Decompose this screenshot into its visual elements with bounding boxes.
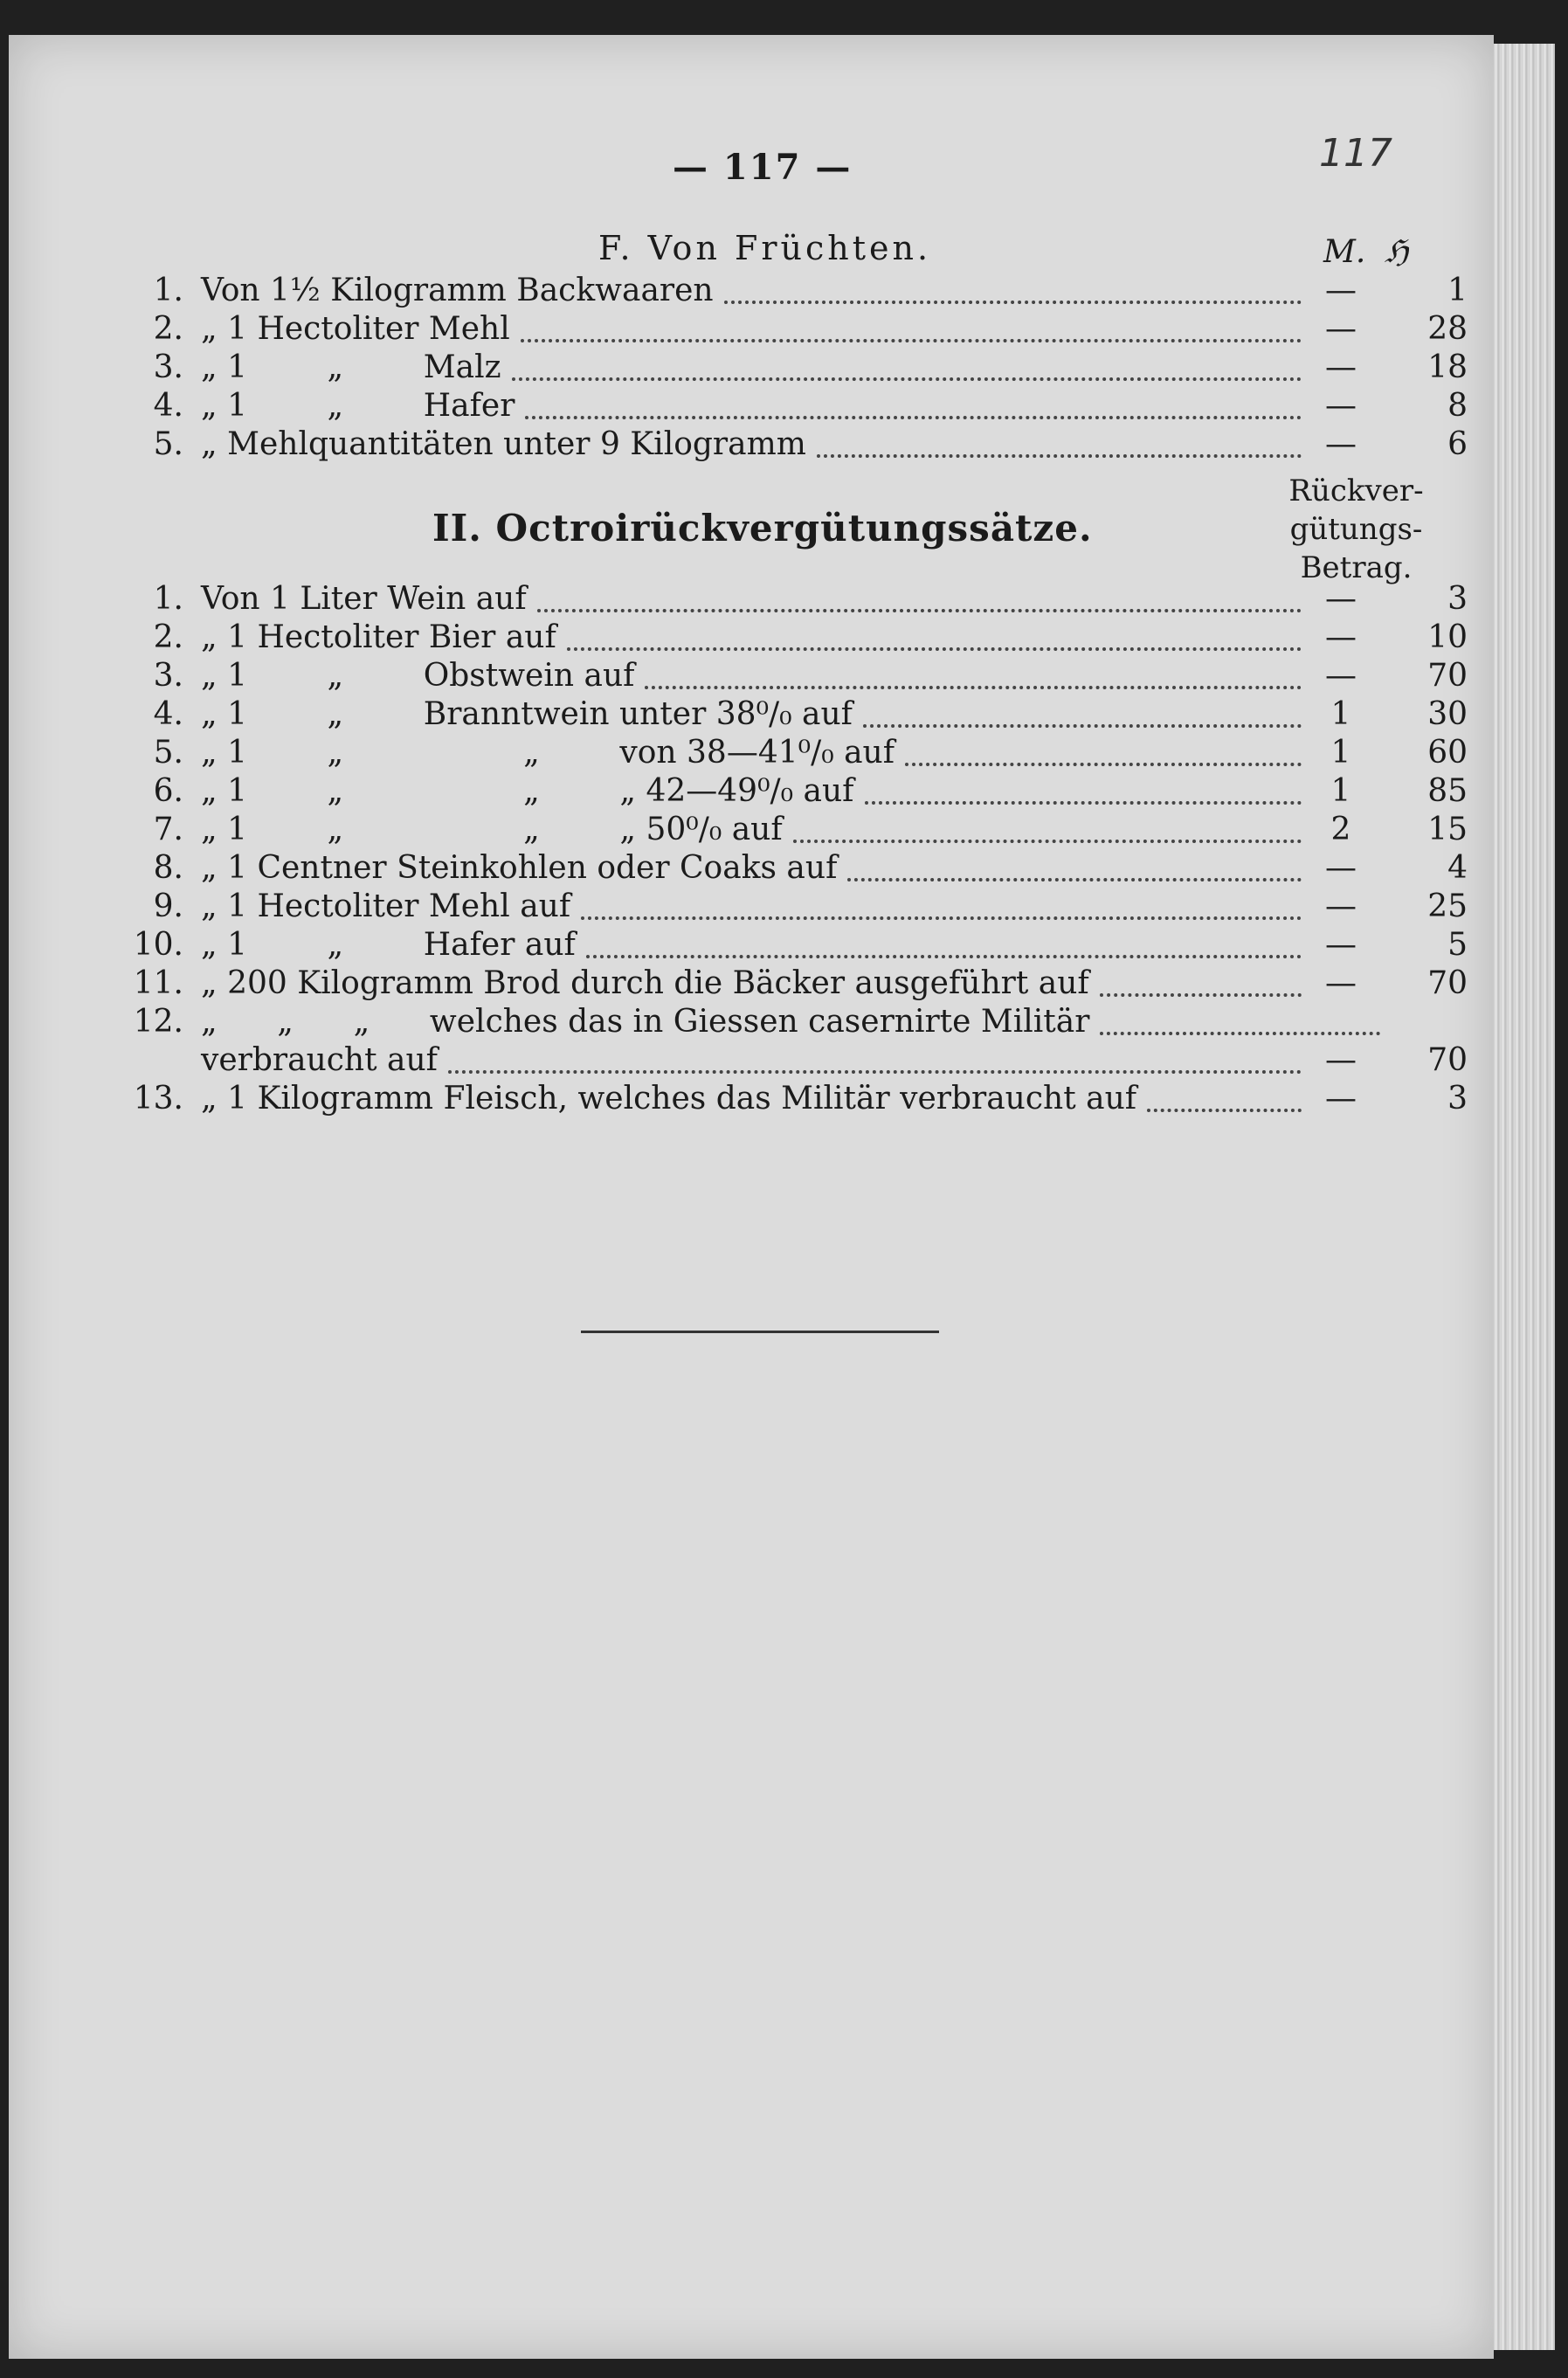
row-mark-value: 1 bbox=[1330, 696, 1351, 732]
row-mark-value: — bbox=[1325, 888, 1357, 924]
col-mark-pf: ℌ bbox=[1385, 234, 1409, 270]
row-description: „ „ „ welches das in Giessen casernirte Militär bbox=[201, 1004, 1090, 1040]
row-description: „ 1 Hectoliter Mehl auf bbox=[201, 888, 571, 924]
row-mark-value: — bbox=[1325, 349, 1357, 385]
row-value: 10 bbox=[1427, 619, 1468, 655]
row-number: 1. bbox=[153, 581, 183, 617]
row-description: „ 1 „ Malz bbox=[201, 349, 501, 385]
table-row bbox=[122, 581, 1468, 619]
row-value: 28 bbox=[1427, 311, 1468, 347]
table-row bbox=[122, 349, 1468, 388]
row-description: „ 1 Centner Steinkohlen oder Coaks auf bbox=[201, 850, 838, 886]
row-description: „ 1 „ „ von 38—41⁰/₀ auf bbox=[201, 735, 895, 771]
refund-column-header bbox=[1280, 472, 1433, 587]
row-description: „ 1 „ Branntwein unter 38⁰/₀ auf bbox=[201, 696, 853, 732]
table-row bbox=[122, 1004, 1450, 1042]
row-number: 1. bbox=[153, 273, 183, 308]
row-value: 4 bbox=[1447, 850, 1468, 886]
row-mark-value: — bbox=[1325, 619, 1357, 655]
row-mark-value: — bbox=[1325, 426, 1357, 462]
row-value: 15 bbox=[1427, 812, 1468, 847]
row-description: „ 1 „ „ „ 50⁰/₀ auf bbox=[201, 812, 783, 847]
row-description: Von 1 Liter Wein auf bbox=[201, 581, 527, 617]
row-description: „ 1 „ Hafer bbox=[201, 388, 515, 424]
refund-header-line-3: Betrag. bbox=[1300, 550, 1413, 585]
leader-dots bbox=[586, 955, 1302, 958]
leader-dots bbox=[793, 840, 1302, 843]
row-description: „ Mehlquantitäten unter 9 Kilogramm bbox=[201, 426, 806, 462]
leader-dots bbox=[847, 878, 1302, 881]
row-number: 3. bbox=[153, 658, 183, 694]
table-row bbox=[122, 850, 1468, 888]
row-description: „ 1 Hectoliter Bier auf bbox=[201, 619, 556, 655]
row-number: 7. bbox=[153, 812, 183, 847]
row-number: 12. bbox=[133, 1004, 183, 1040]
leader-dots bbox=[863, 724, 1302, 728]
row-description: Von 1½ Kilogramm Backwaaren bbox=[201, 273, 714, 308]
refund-header-line-2: gütungs- bbox=[1289, 512, 1423, 547]
row-number: 4. bbox=[153, 388, 183, 424]
table-row bbox=[122, 965, 1468, 1004]
row-description: „ 1 Hectoliter Mehl bbox=[201, 311, 510, 347]
leader-dots bbox=[512, 377, 1302, 381]
closing-rule bbox=[581, 1331, 939, 1333]
leader-dots bbox=[448, 1070, 1302, 1074]
row-mark-value: 1 bbox=[1330, 735, 1351, 771]
row-mark-value: 2 bbox=[1330, 812, 1351, 847]
row-number: 2. bbox=[153, 311, 183, 347]
handwritten-page-number: 117 bbox=[1319, 131, 1392, 176]
row-number: 10. bbox=[133, 927, 183, 963]
leader-dots bbox=[905, 763, 1302, 766]
row-value: 70 bbox=[1427, 658, 1468, 694]
table-row bbox=[122, 426, 1468, 465]
row-description: „ 1 „ Hafer auf bbox=[201, 927, 576, 963]
refund-header-line-1: Rückver- bbox=[1288, 474, 1424, 508]
row-description: verbraucht auf bbox=[201, 1042, 438, 1078]
row-description: „ 200 Kilogramm Brod durch die Bäcker ausgeführt auf bbox=[201, 965, 1089, 1001]
row-mark-value: — bbox=[1325, 388, 1357, 424]
table-row bbox=[122, 773, 1468, 812]
row-value: 18 bbox=[1427, 349, 1468, 385]
table-row bbox=[122, 619, 1468, 658]
row-mark-value: — bbox=[1325, 927, 1357, 963]
row-description: „ 1 „ „ „ 42—49⁰/₀ auf bbox=[201, 773, 854, 809]
leader-dots bbox=[724, 301, 1302, 304]
table-row bbox=[122, 812, 1468, 850]
row-value: 5 bbox=[1447, 927, 1468, 963]
leader-dots bbox=[581, 916, 1302, 920]
row-number: 2. bbox=[153, 619, 183, 655]
table-row bbox=[122, 388, 1468, 426]
row-mark-value: 1 bbox=[1330, 773, 1351, 809]
col-mark-m: M. bbox=[1323, 234, 1366, 270]
row-value: 3 bbox=[1447, 581, 1468, 617]
row-number: 5. bbox=[153, 426, 183, 462]
row-mark-value: — bbox=[1325, 311, 1357, 347]
row-value: 70 bbox=[1427, 1042, 1468, 1078]
row-description: „ 1 Kilogramm Fleisch, welches das Militär verbraucht auf bbox=[201, 1081, 1137, 1116]
leader-dots bbox=[645, 686, 1302, 689]
row-value: 25 bbox=[1427, 888, 1468, 924]
table-row bbox=[122, 273, 1468, 311]
page-number: — 117 — bbox=[673, 147, 853, 188]
table-row bbox=[122, 927, 1468, 965]
row-number: 11. bbox=[133, 965, 183, 1001]
table-row bbox=[122, 696, 1468, 735]
table-row bbox=[122, 658, 1468, 696]
section-f-title: F. Von Früchten. bbox=[598, 229, 932, 267]
leader-dots bbox=[525, 416, 1302, 419]
leader-dots bbox=[817, 454, 1302, 458]
leader-dots bbox=[1147, 1109, 1302, 1112]
row-mark-value: — bbox=[1325, 1081, 1357, 1116]
row-number: 5. bbox=[153, 735, 183, 771]
row-number: 4. bbox=[153, 696, 183, 732]
row-value: 60 bbox=[1427, 735, 1468, 771]
row-mark-value: — bbox=[1325, 658, 1357, 694]
leader-dots bbox=[537, 609, 1302, 612]
leader-dots bbox=[1100, 993, 1302, 997]
row-mark-value: — bbox=[1325, 850, 1357, 886]
leader-dots bbox=[521, 339, 1302, 342]
row-number: 13. bbox=[133, 1081, 183, 1116]
table-row bbox=[122, 1042, 1468, 1081]
row-value: 6 bbox=[1447, 426, 1468, 462]
row-number: 9. bbox=[153, 888, 183, 924]
row-value: 30 bbox=[1427, 696, 1468, 732]
row-number: 8. bbox=[153, 850, 183, 886]
leader-dots bbox=[865, 801, 1302, 805]
row-value: 1 bbox=[1447, 273, 1468, 308]
table-row bbox=[122, 888, 1468, 927]
page-edges bbox=[1494, 44, 1555, 2350]
row-mark-value: — bbox=[1325, 965, 1357, 1001]
table-row bbox=[122, 311, 1468, 349]
row-value: 85 bbox=[1427, 773, 1468, 809]
row-value: 3 bbox=[1447, 1081, 1468, 1116]
row-number: 3. bbox=[153, 349, 183, 385]
row-description: „ 1 „ Obstwein auf bbox=[201, 658, 635, 694]
row-mark-value: — bbox=[1325, 581, 1357, 617]
table-row bbox=[122, 735, 1468, 773]
section-ii-title: II. Octroirückvergütungssätze. bbox=[432, 507, 1093, 550]
row-mark-value: — bbox=[1325, 1042, 1357, 1078]
leader-dots bbox=[567, 647, 1302, 651]
row-mark-value: — bbox=[1325, 273, 1357, 308]
leader-dots bbox=[1100, 1032, 1380, 1035]
row-value: 8 bbox=[1447, 388, 1468, 424]
table-row bbox=[122, 1081, 1468, 1119]
row-value: 70 bbox=[1427, 965, 1468, 1001]
row-number: 6. bbox=[153, 773, 183, 809]
